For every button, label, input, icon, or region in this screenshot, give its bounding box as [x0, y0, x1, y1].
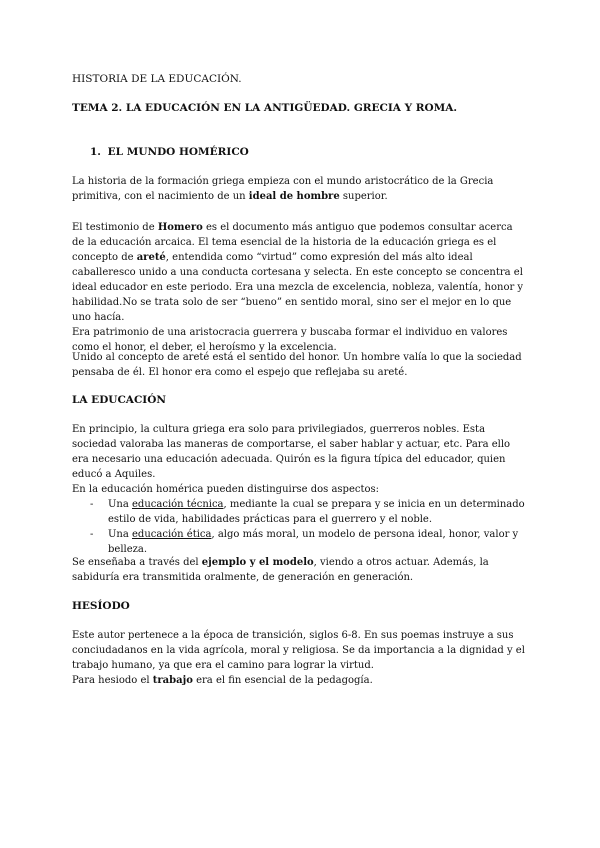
heading-la-educacion: LA EDUCACIÓN	[72, 394, 166, 406]
paragraph-ejemplo: Se enseñaba a través del ejemplo y el modelo, viendo a otros actuar. Además, la sabiduría era transmitida oralmente, de generación en generación.	[72, 557, 489, 583]
tema-heading: TEMA 2. LA EDUCACIÓN EN LA ANTIGÜEDAD. GRECIA Y ROMA.	[72, 102, 458, 114]
paragraph-honor: Unido al concepto de areté está el sentido del honor. Un hombre valía lo que la sociedad pensaba de él. El honor era como el espejo que reflejaba su areté.	[72, 352, 522, 378]
paragraph-patrimonio: Era patrimonio de una aristocracia guerrera y buscaba formar el individuo en valores como el honor, el deber, el heroísmo y la excelencia.	[72, 327, 508, 353]
paragraph-homero: El testimonio de Homero es el documento más antiguo que podemos consultar acerca de la educación arcaica. El tema esencial de la historia de la educación griega es el concepto de areté, entendida como “virtud” como expresión del más alto ideal caballeresco unido a una conducta cortesana y selecta. En este concepto se concentra el ideal educador en este periodo. Era una mezcla de excelencia, nobleza, valentía, honor y habilidad.No se trata solo de ser “bueno” en sentido moral, sino ser el mejor en lo que uno hacía. Era patrimonio de una aristocracia guerrera y buscaba formar el individuo en valores como el honor, el deber, el heroísmo y la excelencia.	[72, 220, 528, 355]
heading-hesiodo: HESÍODO	[72, 600, 130, 612]
list-item: - Una educación técnica, mediante la cual se prepara y se inicia en un determinado estilo de vida, habilidades prácticas para el guerrero y el noble.	[90, 499, 525, 525]
emphasis-trabajo: trabajo	[152, 675, 193, 686]
term-educacion-etica: educación ética	[132, 529, 212, 540]
document-title: HISTORIA DE LA EDUCACIÓN.	[72, 73, 242, 85]
paragraph-cultura-griega: En principio, la cultura griega era solo para privilegiados, guerreros nobles. Esta sociedad valoraba las maneras de comportarse, el saber hablar y actuar, etc. Para ello era necesario una educación adecuada. Quirón es la figura típica del educador, quien educó a Aquiles.	[72, 424, 511, 480]
term-educacion-tecnica: educación técnica	[132, 499, 224, 510]
paragraph-intro: La historia de la formación griega empieza con el mundo aristocrático de la Grecia primitiva, con el nacimiento de un ideal de hombre superior.	[72, 176, 494, 202]
section-title: EL MUNDO HOMÉRICO	[107, 146, 249, 158]
section-heading-mundo-homerico	[90, 145, 510, 160]
list-item: - Una educación ética, algo más moral, un modelo de persona ideal, honor, valor y belleza.	[90, 529, 519, 555]
emphasis-homero: Homero	[157, 222, 203, 233]
emphasis-ideal-hombre: ideal de hombre	[248, 191, 340, 202]
emphasis-arete: areté	[136, 252, 166, 263]
paragraph-hesiodo: Este autor pertenece a la época de transición, siglos 6-8. En sus poemas instruye a sus conciudadanos en la vida agrícola, moral y religiosa. Se da importancia a la dignidad y el trabajo humano, ya que era el camino para lograr la virtud. Para hesiodo el trabajo era el fin esencial de la pedagogía.	[72, 630, 525, 686]
emphasis-ejemplo-modelo: ejemplo y el modelo	[201, 557, 314, 568]
aspects-list	[72, 497, 528, 557]
section-number: 1.	[90, 146, 101, 158]
paragraph-aspectos: En la educación homérica pueden distinguirse dos aspectos:	[72, 484, 380, 495]
